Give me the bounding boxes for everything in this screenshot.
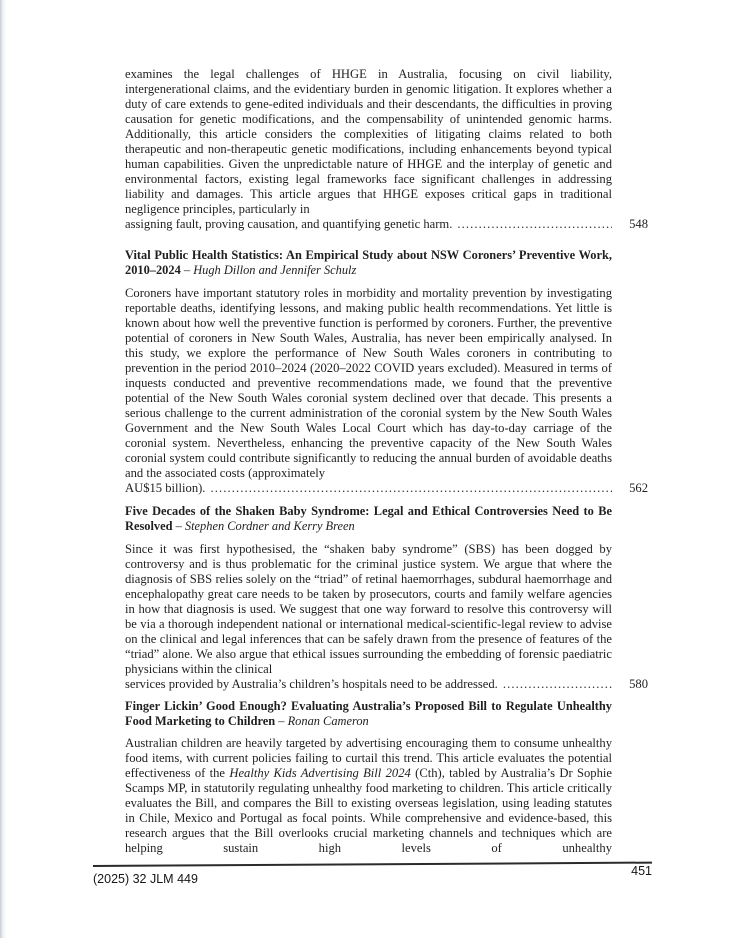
entry-title: Vital Public Health Statistics: An Empirical Study about NSW Coroners’ Preventive Work, 2010–2024 [125, 248, 612, 277]
page-ref: 548 [629, 217, 648, 231]
toc-entry-food-marketing [125, 699, 648, 856]
entry-title: Finger Lickin’ Good Enough? Evaluating Australia’s Proposed Bill to Regulate Unhealthy Food Marketing to Children [125, 699, 612, 728]
scan-edge-shadow [0, 0, 7, 938]
toc-line [125, 481, 648, 496]
entry-heading [125, 504, 612, 534]
entry-heading [125, 699, 612, 729]
page-number: 451 [631, 864, 652, 878]
abstract-last-line: assigning fault, proving causation, and quantifying genetic harm. [125, 217, 453, 231]
page-ref: 562 [629, 481, 648, 495]
page-content [125, 0, 648, 856]
footer-citation: (2025) 32 JLM 449 [93, 872, 198, 886]
entry-authors: Ronan Cameron [287, 714, 369, 728]
page-footer [93, 865, 652, 886]
dotted-leader [205, 481, 612, 496]
toc-entry-coroners [125, 248, 648, 496]
footer-rule [93, 862, 652, 867]
toc-line [125, 217, 648, 232]
title-author-separator: – [183, 263, 191, 277]
abstract-text: Since it was first hypothesised, the “shaken baby syndrome” (SBS) has been dogged by controversy and is thus problematic for the criminal justice system. We argue that where the diagnosis of SBS relies solely on the “triad” of retinal haemorrhages, subdural haemorrhage and encephalopathy great care needs to be taken by prosecutors, courts and family welfare agencies in how that diagnosis is used. We suggest that one way forward to resolve this controversy will be via a thorough independent national or international medical-scientific-legal review to advise on the clinical and legal inferences that can be safely drawn from the presence of features of the “triad” alone. We also argue that ethical issues surrounding the embedding of forensic paediatric physicians within the clinical [125, 542, 612, 676]
title-author-separator: – [278, 714, 285, 728]
dotted-leader [452, 217, 612, 232]
footer-row [93, 864, 652, 886]
entry-authors: Stephen Cordner and Kerry Breen [184, 519, 355, 533]
entry-authors: Hugh Dillon and Jennifer Schulz [193, 263, 357, 277]
abstract-text: Coroners have important statutory roles in morbidity and mortality prevention by investigating reportable deaths, identifying lessons, and making public health recommendations. Yet little is known about how well the preventive function is performed by coroners. Further, the preventive potential of coroners in New South Wales, Australia, has never been empirically analysed. In this study, we explore the performance of New South Wales coroners in contributing to prevention in the period 2010–2024 (2020–2022 COVID years excluded). Measured in terms of inquests conducted and preventive recommendations made, we found that the preventive potential of the New South Wales coronial system declined over that decade. This presents a serious challenge to the current administration of the coronial system by the New South Wales Government and the New South Wales Local Court which has day-to-day carriage of the coronial system. Nevertheless, enhancing the preventive capacity of the New South Wales coronial system could contribute significantly to reducing the annual burden of avoidable deaths and the associated costs (approximately [125, 286, 612, 480]
abstract-last-line: AU$15 billion). [125, 481, 206, 495]
title-author-separator: – [175, 519, 182, 533]
entry-title: Five Decades of the Shaken Baby Syndrome: Legal and Ethical Controversies Need to Be Resolved [125, 504, 612, 533]
toc-entry-hhge [125, 0, 648, 232]
page-ref: 580 [629, 677, 648, 691]
entry-heading [125, 248, 612, 278]
dotted-leader [498, 677, 612, 692]
abstract-text: Australian children are heavily targeted by advertising encouraging them to consume unhealthy food items, with current policies failing to curtail this trend. This article evaluates the potential effectiveness of the Healthy Kids Advertising Bill 2024 (Cth), tabled by Australia’s Dr Sophie Scamps MP, in statutorily regulating unhealthy food marketing to children. This article critically evaluates the Bill, and compares the Bill to existing overseas legislation, using leading statutes in Chile, Mexico and Portugal as focal points. While comprehensive and evidence-based, this research argues that the Bill overlooks crucial marketing channels and techniques which are helping sustain high levels of unhealthy [125, 736, 612, 855]
abstract-last-line: services provided by Australia’s children’s hospitals need to be addressed. [125, 677, 498, 691]
abstract-text: examines the legal challenges of HHGE in Australia, focusing on civil liability, intergenerational claims, and the evidentiary burden in genomic litigation. It explores whether a duty of care extends to gene-edited individuals and their descendants, the difficulties in proving causation for genetic modifications, and the compensability of unintended genomic harms. Additionally, this article considers the complexities of litigating claims related to both therapeutic and non-therapeutic genetic modifications, including enhancements beyond typical human capabilities. Given the unpredictable nature of HHGE and the interplay of genetic and environmental factors, existing legal frameworks face significant challenges in addressing liability and damages. This article argues that HHGE exposes critical gaps in traditional negligence principles, particularly in [125, 67, 612, 216]
toc-entry-sbs [125, 504, 648, 692]
toc-line [125, 677, 648, 692]
